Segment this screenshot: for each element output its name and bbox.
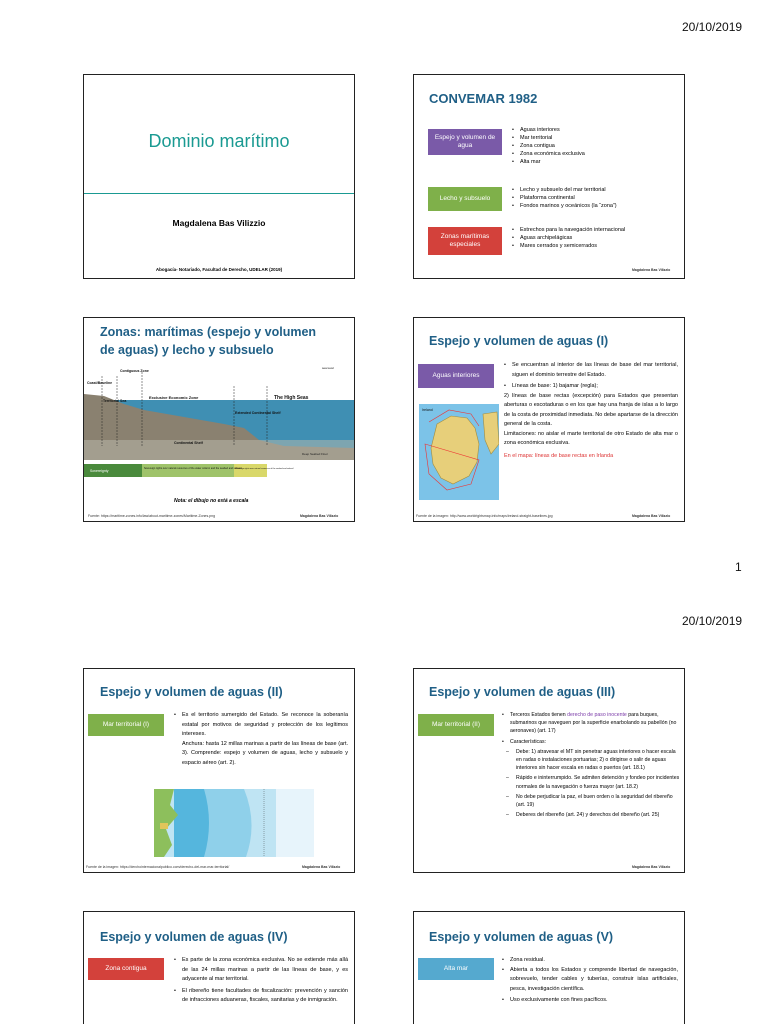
paragraph: 2) líneas de base rectas (excepción) para Estados que presentan aberturas o escotaduras o en los que hay una franja de islas a lo largo de la costa de proximidad inmediata. No debe apartarse de la dirección general de la costa. [504, 392, 678, 427]
image-source: Fuente de la imagen: https://derchointernacionalpublico.com/derecho-del-mar-mar-territorial/ [86, 865, 230, 869]
list-item: • Plataforma continental [512, 194, 680, 202]
rights1-text: Sovereign rights over natural resources of the water column and the seabed and subsoil [144, 467, 242, 470]
high-seas-label: The High Seas [274, 395, 309, 401]
page2-date: 20/10/2019 [682, 614, 743, 628]
coast-label: Coast/Baseline [87, 381, 113, 385]
list-item: • Abierta a todos los Estados y comprende libertad de navegación, sobrevuelo, tender cables y tuberías, construir islas artificiales, pesca, investigación científica. [502, 966, 678, 995]
zona-contigua-text [174, 956, 348, 1006]
slide-4 [413, 317, 685, 522]
list-especiales [512, 226, 682, 250]
slide-author-tag: Magdalena Bas Vilizzio [300, 514, 339, 518]
list-item: • Lecho y subsuelo del mar territorial [512, 186, 680, 194]
tag-aguas-interiores: Aguas interiores [418, 364, 494, 388]
list-item: • Aguas interiores [512, 126, 677, 134]
slide-3 [83, 317, 355, 522]
contiguous-label: Contiguous Zone [120, 369, 149, 373]
page1-number: 1 [735, 560, 742, 574]
slide-title-line2: de aguas) y lecho y subsuelo [100, 343, 274, 357]
list-item: • Estrechos para la navegación internacional [512, 226, 682, 234]
slide-title: Espejo y volumen de aguas (II) [100, 685, 283, 699]
list-item: • Zona residual. [502, 956, 678, 966]
alta-mar-text [502, 956, 678, 1006]
list-item: • Alta mar [512, 158, 677, 166]
slide-title: Espejo y volumen de aguas (I) [429, 334, 609, 348]
slide-title: CONVEMAR 1982 [429, 91, 538, 106]
list-item: • Es el territorio sumergido del Estado. Se reconoce la soberanía estatal por motivos de seguridad y protección de los legítimos intereses. [174, 711, 348, 740]
list-item: • Líneas de base: 1) bajamar (regla); [504, 382, 678, 392]
slide-title: Espejo y volumen de aguas (IV) [100, 930, 288, 944]
tag-zona-contigua: Zona contigua [88, 958, 164, 980]
slide-1 [83, 74, 355, 279]
list-item: • Fondos marinos y oceánicos (la “zona”) [512, 202, 680, 210]
tag-mar-territorial: Mar territorial (I) [88, 714, 164, 736]
bottom-band [84, 440, 354, 460]
sea-level-label: sea level [322, 366, 334, 370]
list-item: • Características: [502, 738, 680, 746]
slide-footer: Abogacía- Notariado, Facultad de Derecho, UDELAR (2019) [155, 267, 283, 272]
list-item: • Es parte de la zona económica exclusiva. No se extiende más allá de las 24 millas marinas a partir de las líneas de base, y es adyacente al mar territorial. [174, 956, 348, 985]
maritime-zones-diagram [84, 362, 354, 498]
map-note: En el mapa: líneas de base rectas en Irlanda [504, 452, 614, 459]
tag-lecho-subsuelo: Lecho y subsuelo [428, 187, 502, 211]
list-item [502, 711, 680, 736]
list-item: • Uso exclusivamente con fines pacíficos. [502, 996, 678, 1006]
image-source: Fuente de la imagen: http://www.worldrightsmap.info/maps/ireland-straight-baselines.jpg [416, 514, 553, 518]
rights2-band [234, 464, 267, 477]
intro-rest: para buques, submarinos que naveguen por la superficie enarbolando su pabellón (no aeronaves) (art. 17) [510, 712, 677, 735]
sovereignty-text: Sovereignty [90, 469, 109, 473]
slide-author-tag: Magdalena Bas Vilizzio [632, 268, 671, 272]
slide-8 [413, 911, 685, 1024]
tag-mar-territorial: Mar territorial (II) [418, 714, 494, 736]
tag-espejo-volumen: Espejo y volumen de agua [428, 129, 502, 155]
list-espejo [512, 126, 677, 166]
territorial-label: Territorial Sea [103, 399, 127, 403]
slide-author-tag: Magdalena Bas Vilizzio [632, 514, 671, 518]
list-item: • Aguas archipelágicas [512, 234, 682, 242]
list-item: • Mar territorial [512, 134, 677, 142]
svg-text:Ireland: Ireland [422, 408, 433, 412]
sub-item: – Debe: 1) atravesar el MT sin penetrar aguas interiores o hacer escala en radas o instalaciones portuarias; 2) o dirigirse o salir de aguas interiores sin hacer escala en radas o puertos (art. 18.1) [502, 748, 680, 773]
sub-item: – Rápido e ininterrumpido. Se admiten detención y fondeo por incidentes normales de la navegación o fuerza mayor (art. 18.2) [502, 774, 680, 790]
list-lecho [512, 186, 680, 210]
mar-territorial-text [174, 711, 348, 768]
rights2-text: Sovereign rights over natural resources of the seabed and subsoil [235, 468, 294, 470]
slide-6 [413, 668, 685, 873]
author-name: Magdalena Bas Vilizzio [172, 218, 266, 228]
ireland-map [419, 404, 499, 500]
paragraph: Anchura: hasta 12 millas marinas a partir de las líneas de base (art. 3). Comprende: espejo y volumen de aguas, lecho y subsuelo y espacio aéreo (art. 2). [182, 740, 348, 766]
intro-text: Terceros Estados tienen [510, 712, 568, 718]
list-item: • Mares cerrados y semicerrados [512, 242, 682, 250]
title-divider [84, 193, 354, 194]
slide-title: Dominio marítimo [148, 131, 290, 151]
slide-author-tag: Magdalena Bas Vilizzio [632, 865, 671, 869]
page1-date: 20/10/2019 [682, 20, 743, 34]
slide-title: Espejo y volumen de aguas (V) [429, 930, 614, 944]
aguas-interiores-text [504, 361, 678, 461]
slide-title-line1: Zonas: marítimas (espejo y volumen [100, 325, 317, 339]
eez-label: Exclusive Economic Zone [149, 395, 199, 400]
slide-2 [413, 74, 685, 279]
rights1-band [142, 464, 234, 477]
slide-author-tag: Magdalena Bas Vilizzio [302, 865, 341, 869]
tag-zonas-especiales: Zonas marítimas especiales [428, 227, 502, 255]
paragraph: Limitaciones: no aislar el marte territorial de otro Estado de alta mar o zona económica exclusiva. [504, 430, 678, 446]
deep-floor-label: Deep Seabed Floor [302, 452, 329, 456]
mar-territorial-diagram [154, 789, 314, 857]
list-item: • El ribereño tiene facultades de fiscalización: prevención y sanción de infracciones aduaneras, fiscales, sanitarias y de inmigración. [174, 987, 348, 1006]
slide-title: Espejo y volumen de aguas (III) [429, 685, 616, 699]
list-item: • Zona económica exclusiva [512, 150, 677, 158]
sub-item: – No debe perjudicar la paz, el buen orden o la seguridad del ribereño (art. 19) [502, 793, 680, 809]
sub-item: – Deberes del ribereño (art. 24) y derechos del ribereño (art. 25) [502, 811, 680, 819]
list-item: • Zona contigua [512, 142, 677, 150]
extended-shelf-label: Extended Continental Shelf [235, 411, 281, 415]
tag-alta-mar: Alta mar [418, 958, 494, 980]
image-source: Fuente: https://maritime-zones.info/law/about-maritime-zones/Maritime-Zones.png [88, 514, 216, 518]
shelf-label: Continental Shelf [174, 441, 203, 445]
paso-inocente-text [502, 711, 680, 819]
slide-5 [83, 668, 355, 873]
diagram-note: Nota: el dibujo no está a escala [174, 498, 249, 504]
slide-7 [83, 911, 355, 1024]
sky [84, 362, 354, 400]
highlight-text: derecho de paso inocente [567, 712, 627, 718]
list-item: • Se encuentran al interior de las líneas de base del mar territorial, siguen el dominio terrestre del Estado. [504, 361, 678, 380]
